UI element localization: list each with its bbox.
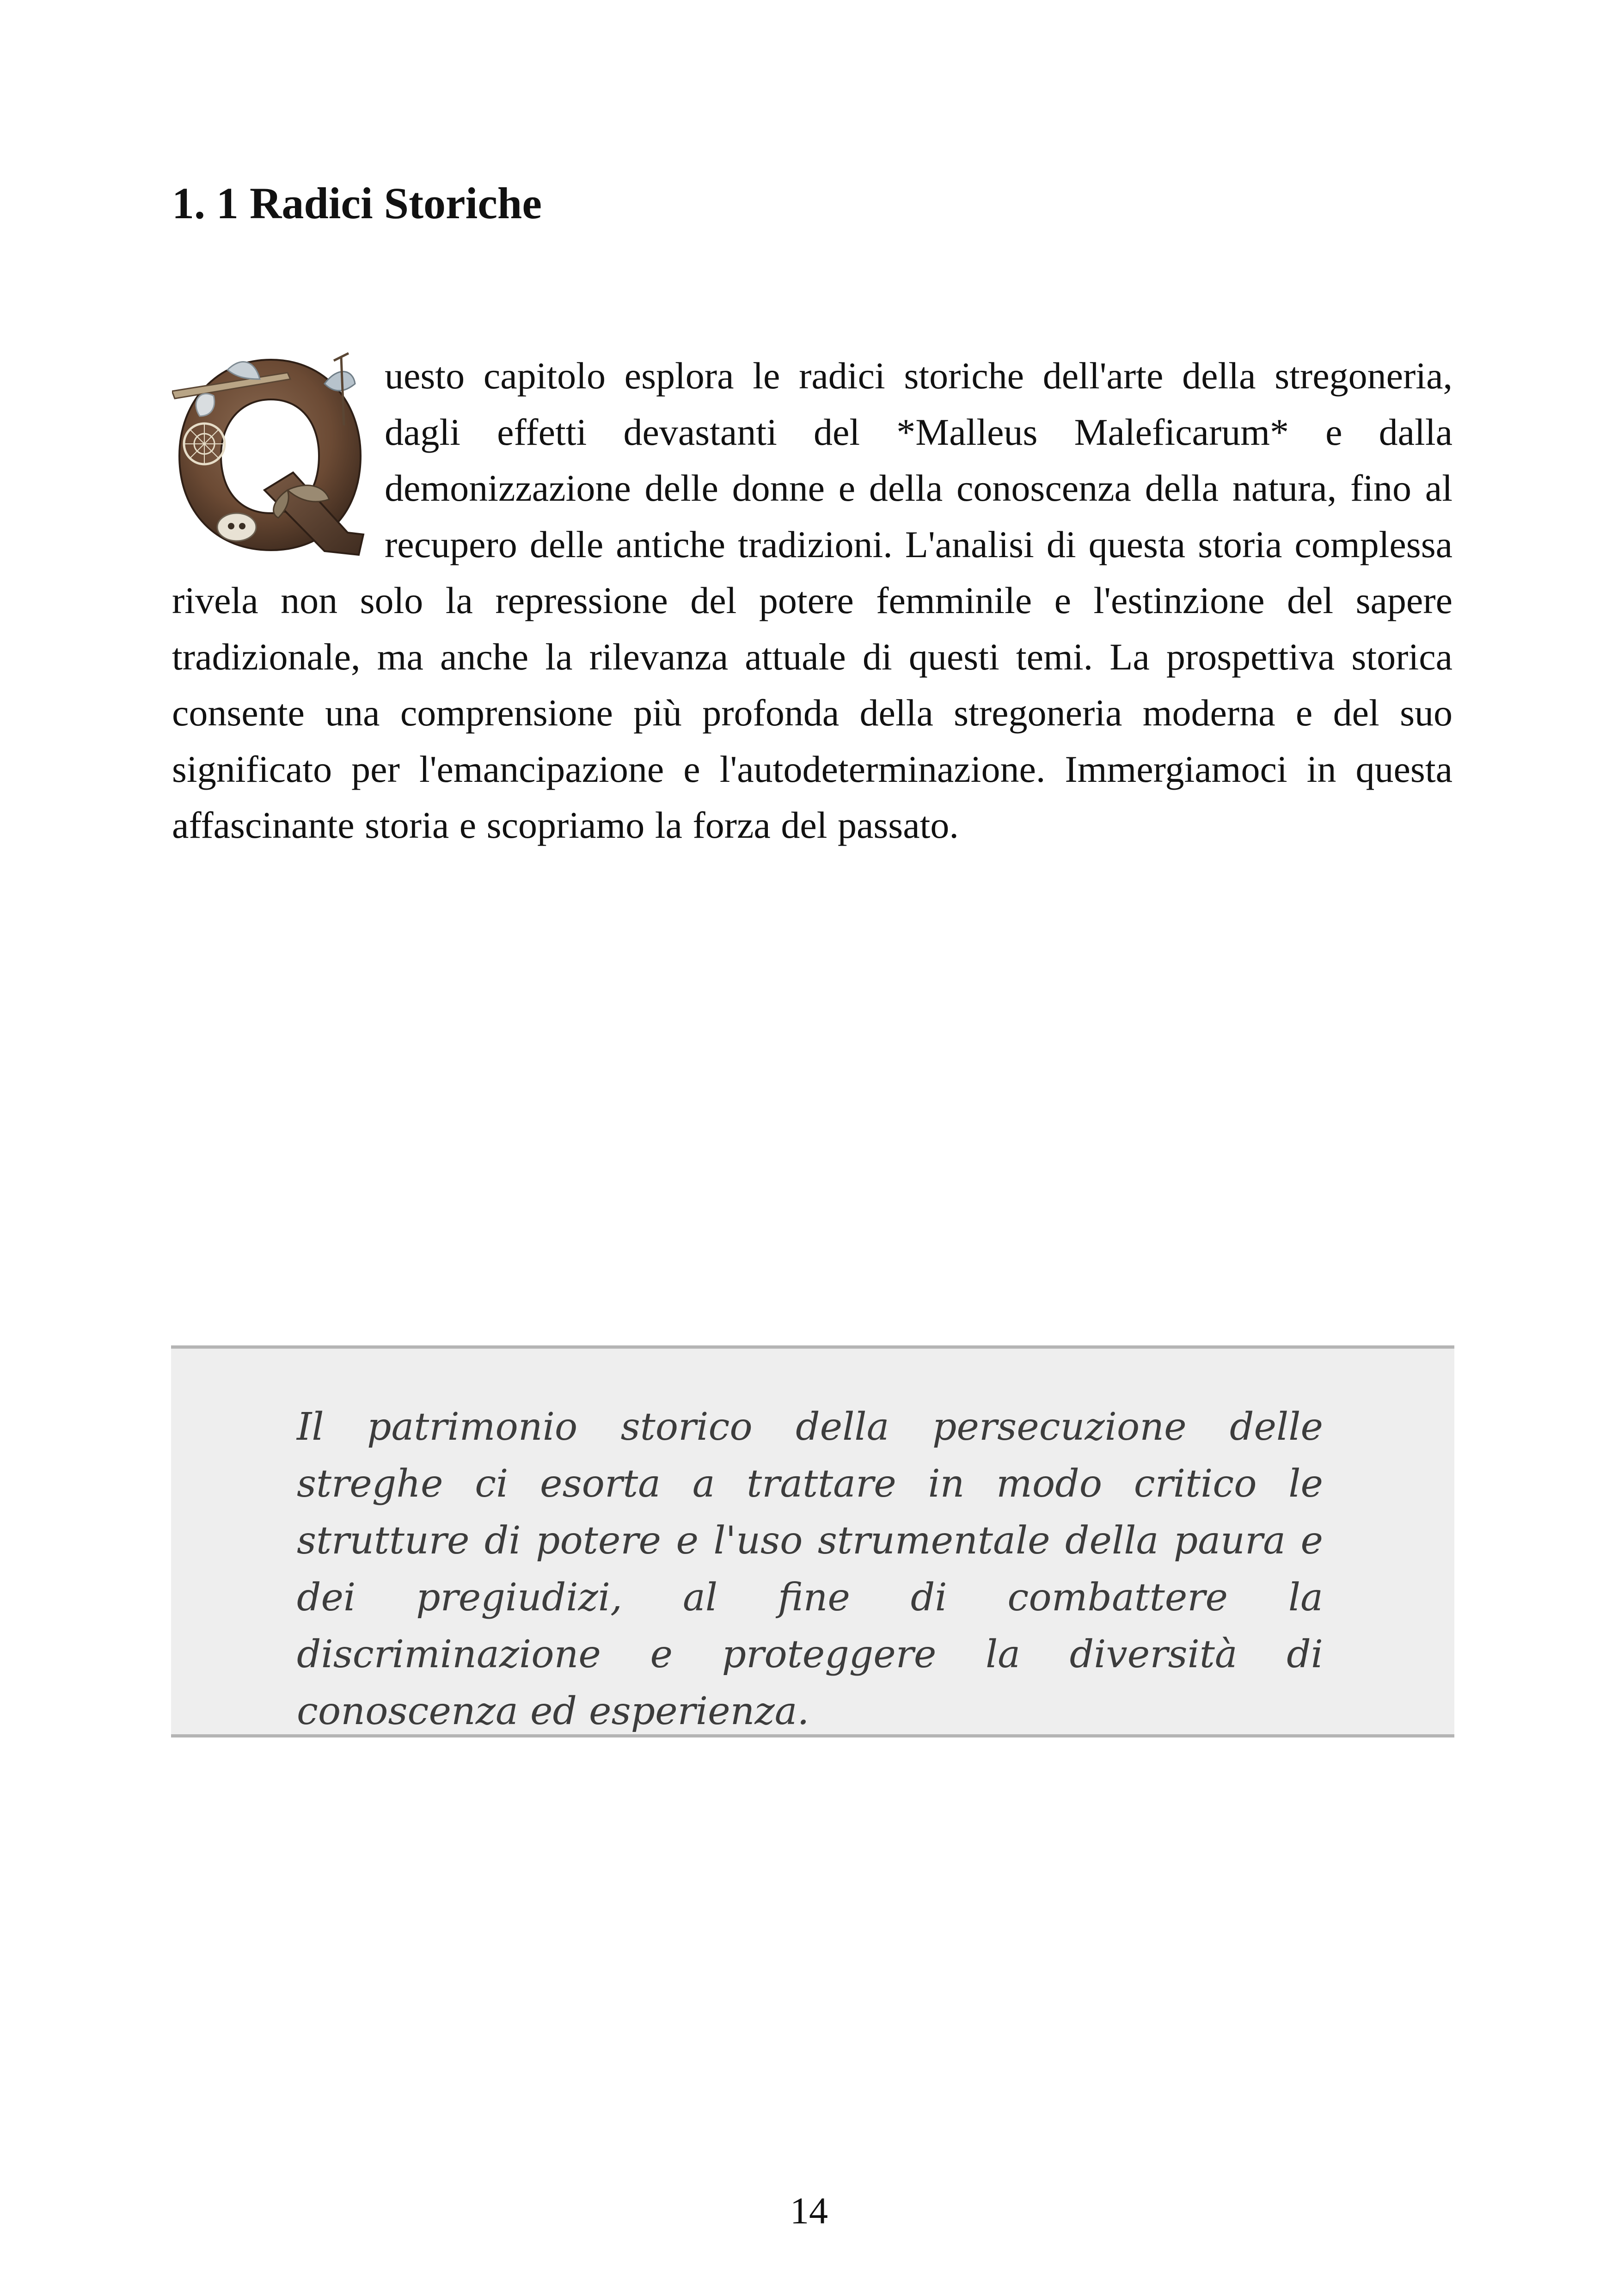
- page-number: 14: [790, 2190, 828, 2232]
- quote-box: [171, 1345, 1454, 1737]
- body-paragraph: [172, 348, 1453, 853]
- quote-text: Il patrimonio storico della persecuzione delle streghe ci esorta a trattare in modo critico le strutture di potere e l'uso strumentale della paura e dei pregiudizi, al fine di combattere la discriminazione e proteggere la diversità di conoscenza ed esperienza.: [297, 1405, 1323, 1733]
- body-text: uesto capitolo esplora le radici storiche dell'arte della stregoneria, dagli effetti devastanti del *Malleus Maleficarum* e dalla demonizzazione delle donne e della conoscenza della natura, fino al recupero delle antiche tradizioni. L'analisi di questa storia complessa rivela non solo la repressione del potere femminile e l'estinzione del sapere tradizionale, ma anche la rilevanza attuale di questi temi. La prospettiva storica consente una comprensione più profonda della stregoneria moderna e del suo significato per l'emancipazione e l'autodeterminazione. Immergiamoci in questa affascinante storia e scopriamo la forza del passato.: [172, 355, 1453, 846]
- drop-cap-q-icon: [172, 351, 372, 569]
- section-heading: 1. 1 Radici Storiche: [172, 178, 542, 228]
